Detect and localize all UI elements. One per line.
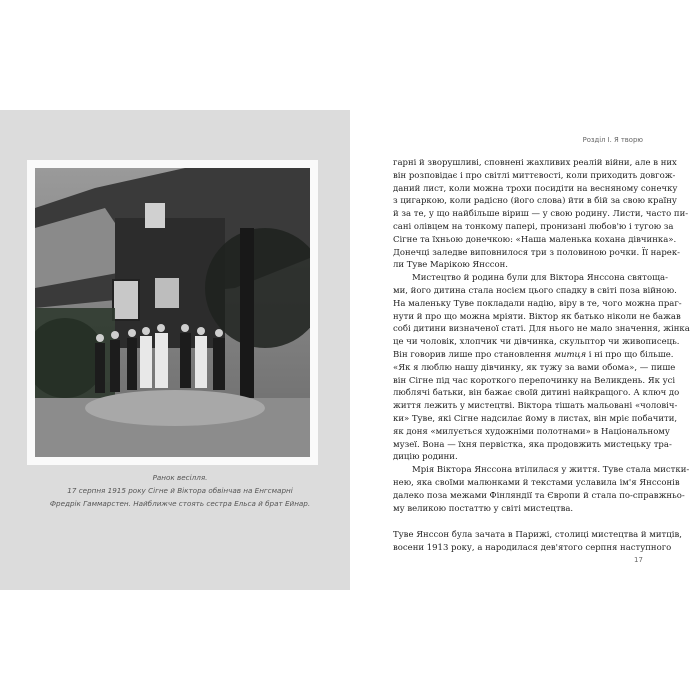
text-line: він розповідає і про світлі миттєвості, коли приходить довгож-: [393, 170, 676, 181]
text-line: Туве Янссон була зачата в Парижі, столиці мистецтва й митців,: [393, 530, 682, 541]
text-line: далеко поза межами Фінляндії та Європи й стала по-справжньо-: [393, 490, 685, 501]
paragraph-3: [393, 464, 690, 515]
caption-line: Фредрік Гаммарстен. Найближче стоять сестра Ельса й брат Ейнар.: [49, 498, 311, 508]
text-line: як доня «милується художніми полотнами» в Національному: [393, 426, 670, 437]
text-line: сані олівцем на тонкому папері, пронизані любов'ю і тугою за: [393, 221, 674, 232]
photo-caption: [20, 472, 340, 510]
text-line: ми, його дитина стала носієм цього спадку в світі поза війною.: [393, 285, 677, 296]
text-line: даний лист, коли можна трохи посидіти на весняному сонечку: [393, 183, 678, 194]
body-text: [393, 157, 690, 555]
text-line: Сігне та їхньою донечкою: «Наша маленька кохана дівчинка».: [393, 234, 677, 245]
text-line: з цигаркою, коли радісно (його слова) йти в бій за свою країну: [393, 196, 677, 207]
text-line: [393, 349, 674, 362]
paragraph-2: [393, 272, 690, 349]
text-line: восени 1913 року, а народилася дев'ятого серпня наступного: [393, 543, 672, 554]
text-line: нею, яка своїми малюнками й текстами уславила ім'я Янссонів: [393, 477, 680, 488]
text-line: му великою постаттю у світі мистецтва.: [393, 503, 574, 514]
text-line: люблячі батьки, він бажає своїй дитині найкращого. А ключ до: [393, 388, 680, 399]
text-line: дицію родини.: [393, 452, 458, 463]
paragraph-4: [393, 529, 682, 555]
italic-word: митця: [553, 349, 587, 360]
caption-line: 17 серпня 1915 року Сігне й Віктора обвінчав на Енгсмарні: [67, 485, 293, 495]
text-line: музеї. Вона — їхня первістка, яка продовжить мистецьку тра-: [393, 439, 672, 450]
text-line: ки» Туве, які Сігне надсилає йому в листах, він мріє побачити,: [393, 413, 678, 424]
text-line: Донечці заледве виповнилося три з половиною рочки. Її нарек-: [393, 247, 681, 258]
text-line: він Сігне під час короткого перепочинку на Великдень. Як усі: [393, 375, 676, 386]
text-segment: Він говорив лише про становлення: [393, 349, 554, 360]
text-line: Мистецтво й родина були для Віктора Янссона святоща-: [412, 273, 668, 284]
text-line: ли Туве Марікою Янссон.: [393, 260, 508, 271]
text-line: життя лежить у мистецтві. Віктора тішать мальовані «чоловіч-: [393, 401, 678, 412]
text-line: «Як я люблю нашу дівчинку, як тужу за вами обома», — пише: [393, 362, 676, 373]
paragraph-2-continued: [393, 362, 680, 464]
text-segment: і ні про що більше.: [586, 349, 674, 360]
text-line: це чи чоловік, хлопчик чи дівчинка, скульптор чи живописець.: [393, 337, 680, 348]
caption-title: Ранок весілля.: [152, 473, 208, 482]
section-gap: [393, 515, 643, 529]
text-line: Мрія Віктора Янссона втілилася у життя. Туве стала мистки-: [412, 465, 690, 476]
page-number: 17: [634, 556, 643, 564]
text-line: собі дитини визначеної статі. Для нього не мало значення, жінка: [393, 324, 690, 335]
text-line: нути й про що можна мріяти. Віктор як батько ніколи не бажав: [393, 311, 681, 322]
wedding-photo: [35, 168, 310, 457]
text-line: гарні й зворушливі, сповнені жахливих реалій війни, але в них: [393, 158, 677, 168]
running-header: Розділ І. Я творю: [582, 136, 643, 144]
paragraph-1: [393, 157, 689, 272]
text-line: На маленьку Туве покладали надію, віру в те, чого можна праг-: [393, 298, 682, 309]
text-line: й за те, у що найбільше віриш — у свою родину. Листи, часто пи-: [393, 209, 689, 220]
